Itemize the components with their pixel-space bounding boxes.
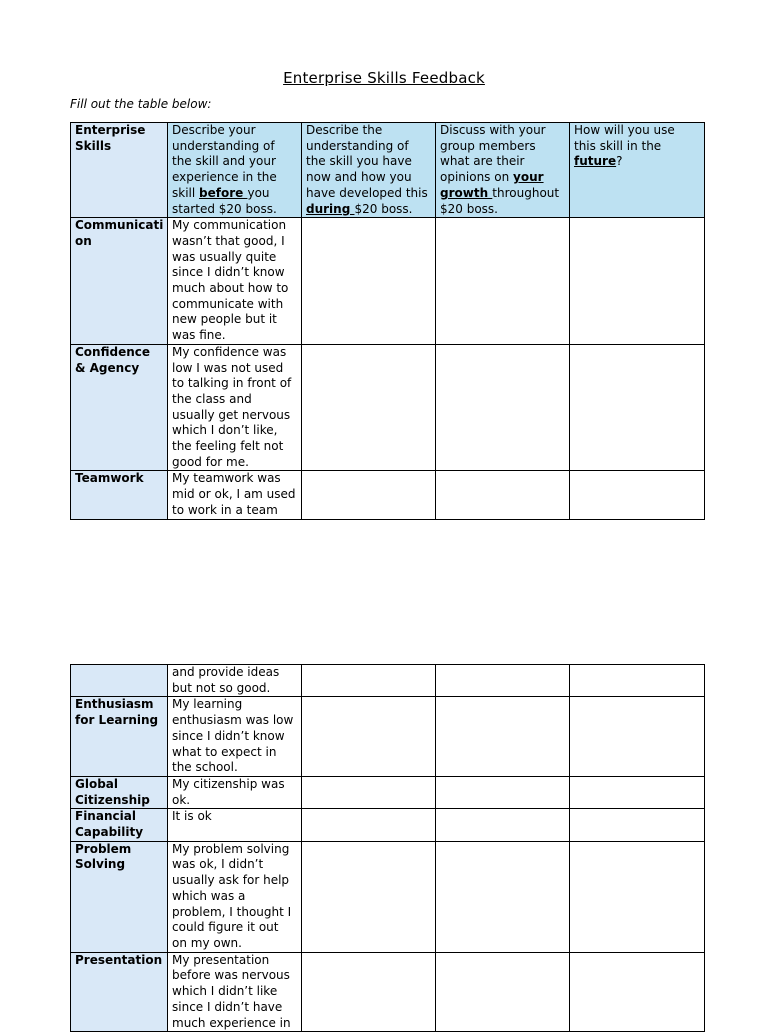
opinion-cell bbox=[436, 218, 570, 345]
during-cell bbox=[302, 344, 436, 471]
table-row bbox=[71, 471, 705, 519]
opinion-cell bbox=[436, 776, 570, 808]
before-cell: My teamwork was mid or ok, I am used to work in a team bbox=[168, 471, 302, 519]
before-cell: and provide ideas but not so good. bbox=[168, 665, 302, 697]
opinion-cell bbox=[436, 665, 570, 697]
before-cell: My problem solving was ok, I didn’t usually ask for help which was a problem, I thought I could figure it out on my own. bbox=[168, 841, 302, 952]
header-future: How will you use this skill in the future? bbox=[570, 123, 705, 218]
future-cell bbox=[570, 697, 705, 777]
future-cell bbox=[570, 471, 705, 519]
instruction-text: Fill out the table below: bbox=[70, 97, 212, 111]
before-cell: My learning enthusiasm was low since I didn’t know what to expect in the school. bbox=[168, 697, 302, 777]
header-during: Describe the understanding of the skill you have now and how you have developed this during $20 boss. bbox=[302, 123, 436, 218]
before-cell: My communication wasn’t that good, I was usually quite since I didn’t know much about how to communicate with new people but it was fine. bbox=[168, 218, 302, 345]
opinion-cell bbox=[436, 471, 570, 519]
during-cell bbox=[302, 697, 436, 777]
future-cell bbox=[570, 776, 705, 808]
during-cell bbox=[302, 841, 436, 952]
skill-name: Teamwork bbox=[71, 471, 168, 519]
during-cell bbox=[302, 809, 436, 841]
during-cell bbox=[302, 952, 436, 1032]
header-before: Describe your understanding of the skill and your experience in the skill before you started $20 boss. bbox=[168, 123, 302, 218]
during-cell bbox=[302, 218, 436, 345]
table-row bbox=[71, 665, 705, 697]
feedback-table-page-2 bbox=[70, 664, 705, 1032]
skill-name: Financial Capability bbox=[71, 809, 168, 841]
future-cell bbox=[570, 952, 705, 1032]
skill-name: Problem Solving bbox=[71, 841, 168, 952]
table-header-row bbox=[71, 123, 705, 218]
table-row bbox=[71, 809, 705, 841]
opinion-cell bbox=[436, 697, 570, 777]
table-row bbox=[71, 841, 705, 952]
before-cell: My confidence was low I was not used to talking in front of the class and usually get nervous which I don’t like, the feeling felt not good for me. bbox=[168, 344, 302, 471]
skill-name: Presentation bbox=[71, 952, 168, 1032]
table-row bbox=[71, 952, 705, 1032]
skill-name: Communicati on bbox=[71, 218, 168, 345]
table-row bbox=[71, 344, 705, 471]
future-cell bbox=[570, 809, 705, 841]
future-cell bbox=[570, 841, 705, 952]
skill-name: Enthusiasm for Learning bbox=[71, 697, 168, 777]
table-row bbox=[71, 697, 705, 777]
table-row bbox=[71, 776, 705, 808]
opinion-cell bbox=[436, 344, 570, 471]
skill-name bbox=[71, 665, 168, 697]
table-row bbox=[71, 218, 705, 345]
future-cell bbox=[570, 344, 705, 471]
header-group-opinion: Discuss with your group members what are their opinions on your growth throughout $20 boss. bbox=[436, 123, 570, 218]
future-cell bbox=[570, 665, 705, 697]
document-title: Enterprise Skills Feedback bbox=[283, 69, 485, 87]
during-cell bbox=[302, 471, 436, 519]
future-cell bbox=[570, 218, 705, 345]
during-cell bbox=[302, 665, 436, 697]
before-cell: My presentation before was nervous which I didn’t like since I didn’t have much experience in bbox=[168, 952, 302, 1032]
skill-name: Confidence & Agency bbox=[71, 344, 168, 471]
skill-name: Global Citizenship bbox=[71, 776, 168, 808]
before-cell: My citizenship was ok. bbox=[168, 776, 302, 808]
feedback-table-page-1 bbox=[70, 122, 705, 520]
opinion-cell bbox=[436, 841, 570, 952]
opinion-cell bbox=[436, 809, 570, 841]
before-cell: It is ok bbox=[168, 809, 302, 841]
header-enterprise-skills: Enterprise Skills bbox=[71, 123, 168, 218]
during-cell bbox=[302, 776, 436, 808]
opinion-cell bbox=[436, 952, 570, 1032]
